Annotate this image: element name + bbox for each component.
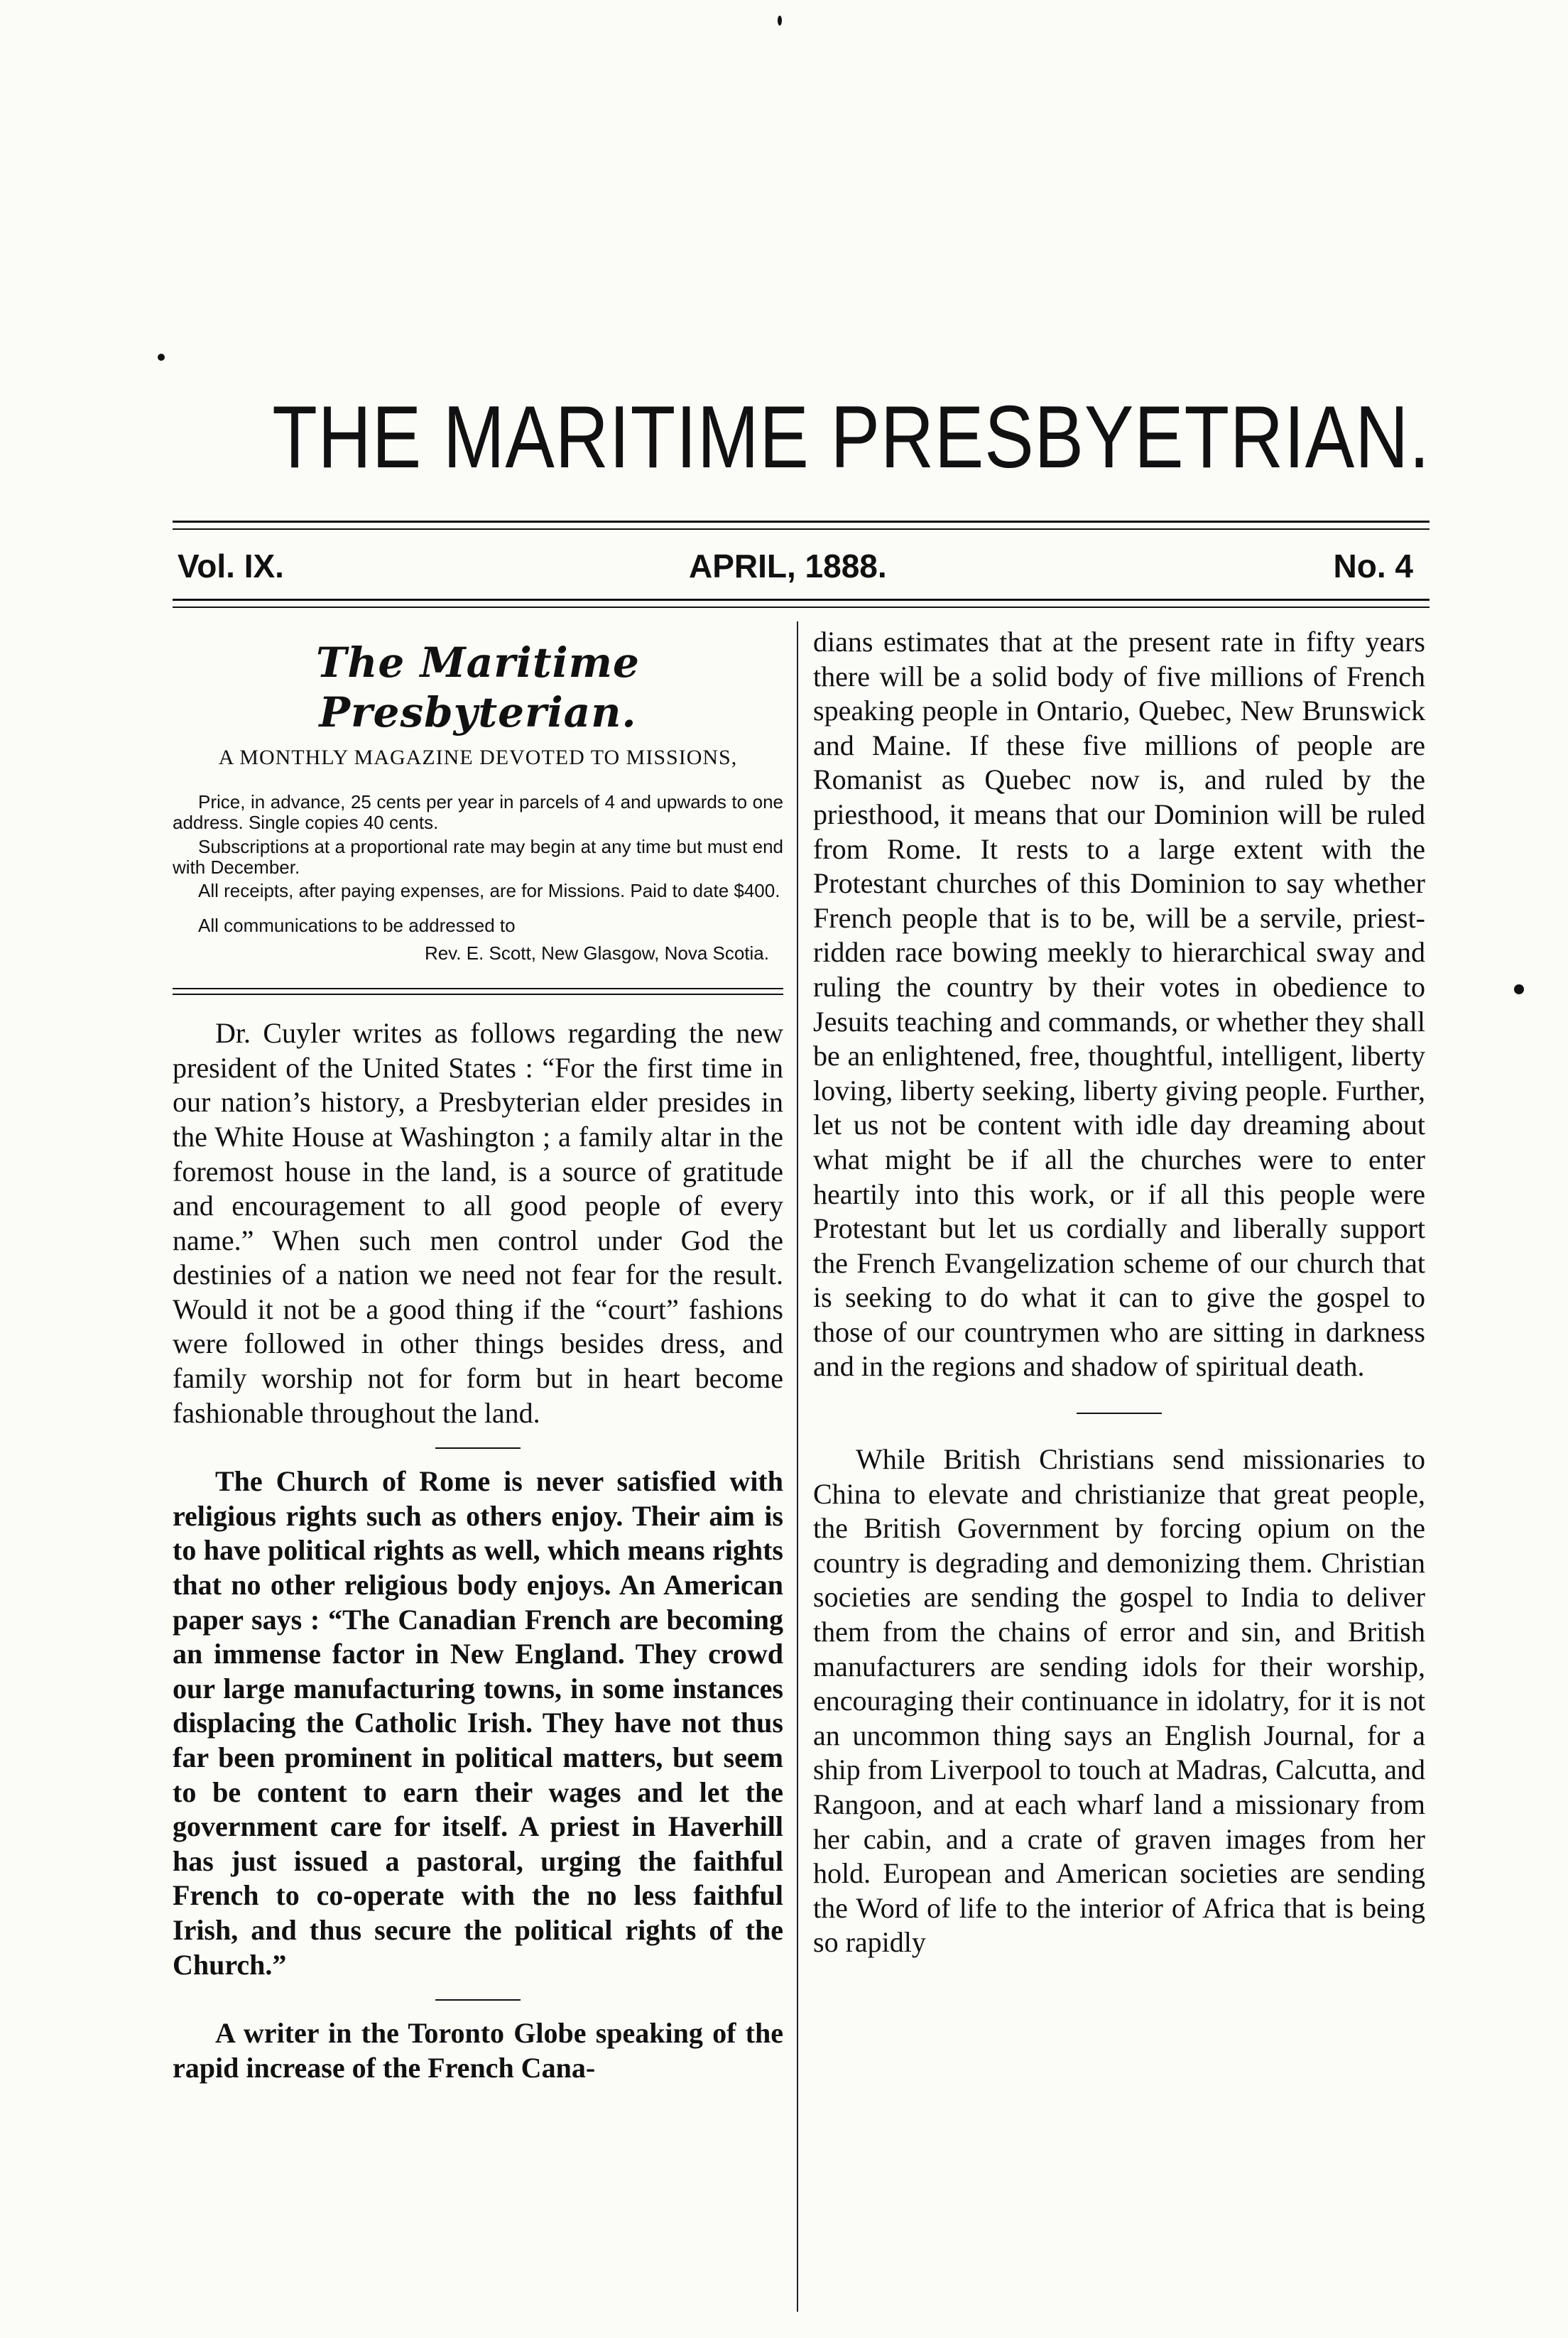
masthead-title: THE MARITIME PRESBYETRIAN.	[272, 388, 1430, 486]
article-cuyler: Dr. Cuyler writes as follows regarding the new president of the United States : “For the first time in our nation’s history, a Presbyterian elder presides in the White House at Washington ; a family altar in the foremost house in the land, is a source of gratitude and encouragement to all good people of every name.” When such men control under God the destinies of a nation we need not fear for the result. Would it not be a good thing if the “court” fashions were followed in other things besides dress, and family worship not for form but in heart become fashionable throughout the land.	[173, 1017, 783, 1429]
magazine-nameplate: The Maritime Presbyterian.	[316, 638, 640, 737]
issue-rule-bottom	[173, 607, 1430, 608]
article-british-christians: While British Christians send missionaries to China to elevate and christianize that great people, the British Government by forcing opium on the country is degrading and demonizing them. Christian societies are sending the gospel to India to deliver them from the chains of error and sin, and British manufacturers are sending idols for their worship, encouraging their continuance in idolatry, for it is not an uncommon thing says an English Journal, for a ship from Liverpool to touch at Madras, Calcutta, and Rangoon, and at each wharf land a missionary from her cabin, and a crate of graven images from her hold. European and American societies are sending the Word of life to the interior of Africa that is being so rapidly	[813, 1443, 1426, 1959]
issue-number: No. 4	[1333, 548, 1413, 584]
volume-label: Vol. IX.	[178, 548, 284, 584]
editor-address: Rev. E. Scott, New Glasgow, Nova Scotia.	[424, 942, 769, 964]
magazine-subtitle: A MONTHLY MAGAZINE DEVOTED TO MISSIONS,	[218, 745, 738, 769]
article-french-canadians-cont: dians estimates that at the present rate in fifty years there will be a solid body of five millions of French speaking people in Ontario, Quebec, New Brunswick and Maine. If these five millions of people are Romanist as Quebec now is, and ruled by the priesthood, it means that our Dominion will be ruled from Rome. It rests to a large extent with the Protestant churches of this Dominion to say whether French people that is to be, will be a servile, priest-ridden race bowing meekly to hierarchical sway and ruling the country by their votes in obedience to Jesuits teaching and commands, or whether they shall be an enlightened, free, thoughtful, intelligent, liberty loving, liberty seeking, liberty giving people. Further, let us not be content with idle day dreaming about what might be if all the churches were to enter heartily into this work, or if all this people were Protestant but let us cordially and liberally support the French Evangelization scheme of our church that is seeking to do what it can to give the gospel to those of our countrymen who are sitting in darkness and in the regions and shadow of spiritual death.	[813, 626, 1425, 1383]
article-separator	[435, 1447, 521, 1449]
article-toronto-globe: A writer in the Toronto Globe speaking of the rapid increase of the French Cana-	[173, 2017, 783, 2084]
issue-date: APRIL, 1888.	[689, 548, 887, 584]
issue-line	[178, 547, 1413, 589]
scan-speck	[158, 354, 165, 361]
column-divider	[797, 621, 798, 2312]
subscriptions-notice: Subscriptions at a proportional rate may begin at any time but must end with December.	[173, 835, 783, 878]
left-column	[173, 625, 783, 2085]
price-notice: Price, in advance, 25 cents per year in parcels of 4 and upwards to one address. Single copies 40 cents.	[173, 791, 783, 834]
receipts-notice: All receipts, after paying expenses, are for Missions. Paid to date $400.	[198, 879, 780, 901]
right-column	[813, 625, 1425, 1960]
communications-notice: All communications to be addressed to	[198, 914, 516, 936]
article-church-of-rome: The Church of Rome is never satisfied with religious rights such as others enjoy. Their aim is to have political rights as well, which means rights that no other religious body enjoys. An American paper says : “The Canadian French are becoming an immense factor in New England. They crowd our large manufacturing towns, in some instances displacing the Catholic Irish. They have not thus far been prominent in political matters, but seem to be content to earn their wages and let the government care for itself. A priest in Haverhill has just issued a pastoral, urging the faithful French to co-operate with the no less faithful Irish, and thus secure the political rights of the Church.”	[173, 1465, 783, 1981]
article-separator	[435, 1999, 521, 2001]
masthead-rule-top	[173, 521, 1430, 523]
section-rule	[173, 988, 783, 995]
scan-speck	[1514, 984, 1524, 994]
masthead-rule-bottom	[173, 528, 1430, 530]
publication-notice	[173, 792, 783, 964]
issue-rule-top	[173, 599, 1430, 601]
scan-speck	[778, 16, 782, 26]
article-separator	[1077, 1413, 1162, 1414]
